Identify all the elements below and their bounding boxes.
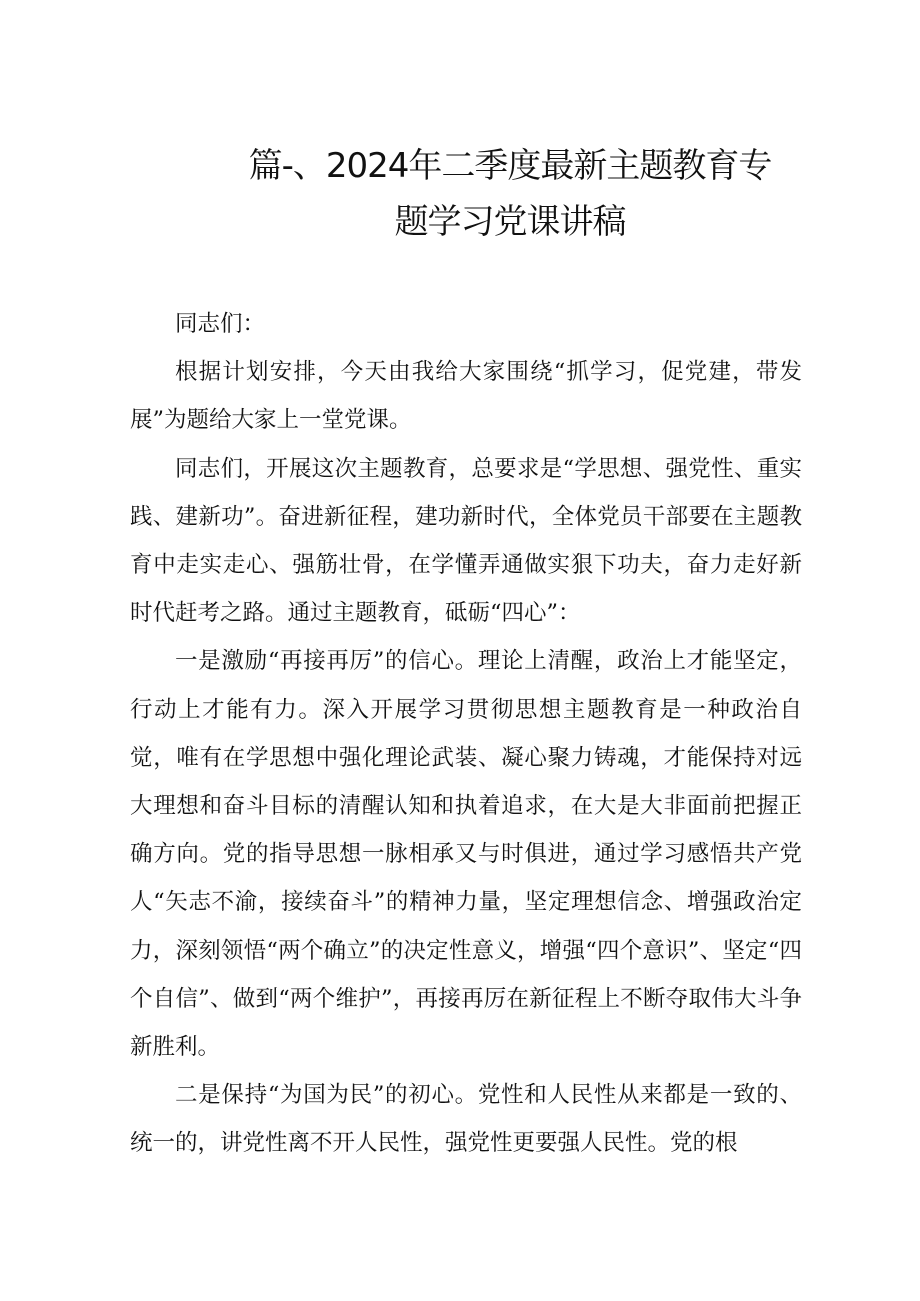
document-title: [200, 138, 820, 250]
paragraph-greeting: 同志们：: [175, 311, 266, 337]
paragraph-requirements: 同志们，开展这次主题教育，总要求是“学思想、强党性、重实践、建新功”。奋进新征程，建功新时代，全体党员干部要在主题教育中走实走心、强筋壮骨，在学懂弄通做实狠下功夫，奋力走好新时代赶考之路。通过主题教育，砥砺“四心”：: [130, 455, 802, 627]
title-line-1: 篇-、2024年二季度最新主题教育专: [248, 146, 772, 186]
paragraph-intro: 根据计划安排，今天由我给大家围绕“抓学习，促党建，带发展”为题给大家上一堂党课。: [130, 359, 802, 434]
document-body: [130, 300, 802, 1168]
title-line-2: 题学习党课讲稿: [394, 202, 626, 242]
paragraph-point-one: 一是激励“再接再厉”的信心。理论上清醒，政治上才能坚定，行动上才能有力。深入开展学习贯彻思想主题教育是一种政治自觉，唯有在学思想中强化理论武装、凝心聚力铸魂，才能保持对远大理想和奋斗目标的清醒认知和执着追求，在大是大非面前把握正确方向。党的指导思想一脉相承又与时俱进，通过学习感悟共产党人“矢志不渝，接续奋斗”的精神力量，坚定理想信念、增强政治定力，深刻领悟“两个确立”的决定性意义，增强“四个意识”、坚定“四个自信”、做到“两个维护”，再接再厉在新征程上不断夺取伟大斗争新胜利。: [130, 648, 802, 1061]
paragraph-point-two: 二是保持“为国为民”的初心。党性和人民性从来都是一致的、统一的，讲党性离不开人民性，强党性更要强人民性。党的根: [130, 1082, 802, 1157]
